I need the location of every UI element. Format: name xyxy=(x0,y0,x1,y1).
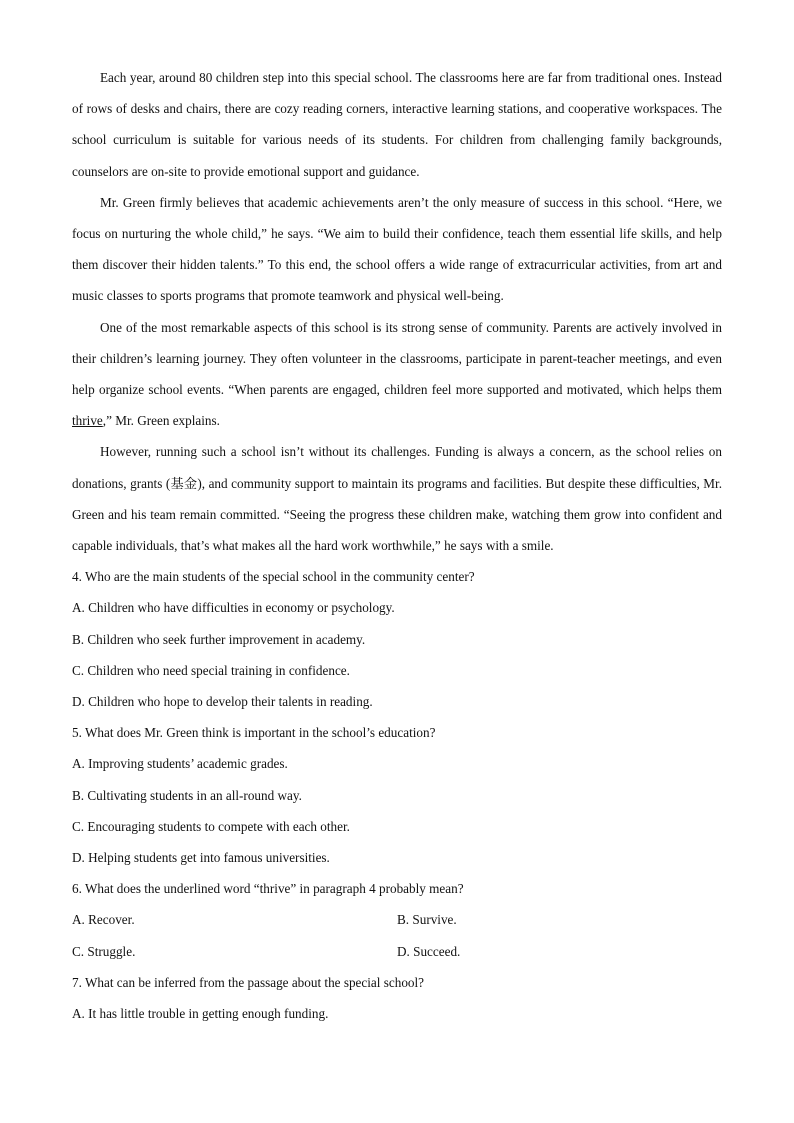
question-6-options-row-2 xyxy=(72,936,722,967)
question-4-option-d: D. Children who hope to develop their talents in reading. xyxy=(72,694,373,710)
paragraph-3-text-after: ,” Mr. Green explains. xyxy=(102,413,220,429)
question-6-options-row-1 xyxy=(72,904,722,935)
question-6-option-b: B. Survive. xyxy=(397,912,457,928)
underlined-word-thrive: thrive xyxy=(72,413,103,429)
question-6-stem: 6. What does the underlined word “thrive” in paragraph 4 probably mean? xyxy=(72,881,464,897)
question-5-option-d: D. Helping students get into famous universities. xyxy=(72,850,330,866)
question-7-option-a: A. It has little trouble in getting enough funding. xyxy=(72,1006,329,1022)
document-page xyxy=(72,62,722,1029)
passage-paragraph-3 xyxy=(72,312,722,437)
question-4-option-c: C. Children who need special training in confidence. xyxy=(72,662,350,678)
question-5-option-a: A. Improving students’ academic grades. xyxy=(72,756,288,772)
question-5-stem: 5. What does Mr. Green think is important in the school’s education? xyxy=(72,725,436,741)
question-5-option-b: B. Cultivating students in an all-round way. xyxy=(72,787,302,803)
question-5-option-c: C. Encouraging students to compete with each other. xyxy=(72,818,350,834)
paragraph-3-text-before: One of the most remarkable aspects of this school is its strong sense of community. Parents are actively involved in their children’s learning journey. They often volunteer in the classrooms, participate in parent-teacher meetings, and even help organize school events. “When parents are engaged, children feel more supported and motivated, which helps them xyxy=(72,319,722,398)
question-4-option-a: A. Children who have difficulties in economy or psychology. xyxy=(72,600,395,616)
passage-paragraph-4: However, running such a school isn’t without its challenges. Funding is always a concern, as the school relies on donations, grants (基金), and community support to maintain its programs and facilities. But despite these difficulties, Mr. Green and his team remain committed. “Seeing the progress these children make, watching them grow into confident and capable individuals, that’s what makes all the hard work worthwhile,” he says with a smile. xyxy=(72,444,722,554)
question-4-option-b: B. Children who seek further improvement in academy. xyxy=(72,631,366,647)
passage-paragraph-1: Each year, around 80 children step into this special school. The classrooms here are far from traditional ones. Instead of rows of desks and chairs, there are cozy reading corners, interactive learning stations, and cooperative workspaces. The school curriculum is suitable for various needs of its students. For children from challenging family backgrounds, counselors are on-site to provide emotional support and guidance. xyxy=(72,70,722,179)
passage-paragraph-2: Mr. Green firmly believes that academic achievements aren’t the only measure of success in this school. “Here, we focus on nurturing the whole child,” he says. “We aim to build their confidence, teach them essential life skills, and help them discover their hidden talents.” To this end, the school offers a wide range of extracurricular activities, from art and music classes to sports programs that promote teamwork and physical well-being. xyxy=(72,194,722,304)
question-7-stem: 7. What can be inferred from the passage about the special school? xyxy=(72,974,425,990)
question-6-option-c: C. Struggle. xyxy=(72,943,136,959)
question-6-option-a: A. Recover. xyxy=(72,912,135,928)
question-4-stem: 4. Who are the main students of the special school in the community center? xyxy=(72,569,475,585)
question-6-option-d: D. Succeed. xyxy=(397,943,461,959)
